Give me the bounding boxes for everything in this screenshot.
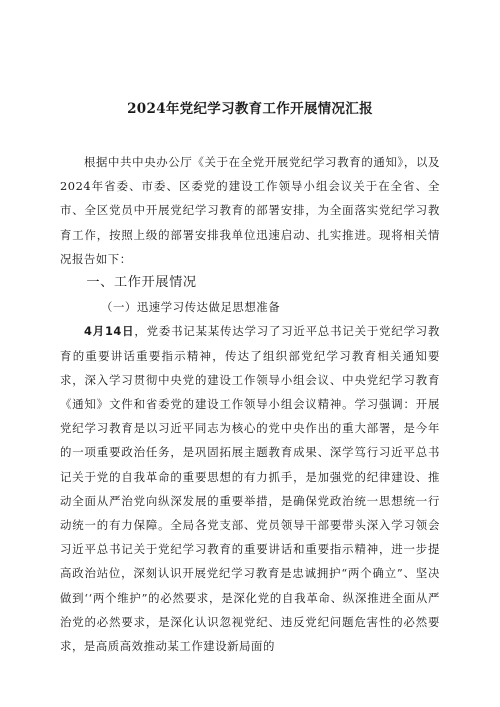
- document-body: [60, 150, 440, 658]
- paragraph-text: ，党委书记某某传达学习了习近平总书记关于党纪学习教育的重要讲话重要指示精神，传达了组织部党纪学习教育相关通知要求，深入学习贯彻中央党的建设工作领导小组会议、中央党纪学习教育《通知》文件和省委党的建设工作领导小组会议精神。学习强调：开展党纪学习教育是以习近平同志为核心的党中央作出的重大部署，是今年的一项重要政治任务，是巩固拓展主题教育成果、深学笃行习近平总书记关于党的自我革命的重要思想的有力抓手，是加强党的纪律建设、推动全面从严治党向纵深发展的重要举措，是确保党政治统一思想统一行动统一的有力保障。全局各党支部、党员领导干部要带头深入学习领会习近平总书记关于党纪学习教育的重要讲话和重要指示精神，进一步提高政治站位，深刻认识开展党纪学习教育是忠诚拥护“两个确立”、坚决做到‘‘两个维护”的必然要求，是深化党的自我革命、纵深推进全面从严治党的必然要求，是深化认识忽视党纪、违反党纪问题危害性的必然要求，是高质高效推动某工作建设新局面的: [60, 324, 440, 654]
- document-title: 2024年党纪学习教育工作开展情况汇报: [127, 101, 373, 117]
- date-text: 4月14日: [83, 324, 135, 339]
- section-heading: 一、工作开展情况: [86, 275, 197, 291]
- subsection-heading: （一）迅速学习传达做足思想准备: [101, 300, 281, 315]
- intro-paragraph: 根据中共中央办公厅《关于在全党开展党纪学习教育的通知》，以及2024年省委、市委、区委党的建设工作领导小组会议关于在全省、全市、全区党员中开展党纪学习教育的部署安排，为全面落实党纪学习教育工作，按照上级的部署安排我单位迅速启动、扎实推进。现将相关情况报告如下：: [60, 155, 440, 266]
- body-paragraph: [60, 319, 440, 658]
